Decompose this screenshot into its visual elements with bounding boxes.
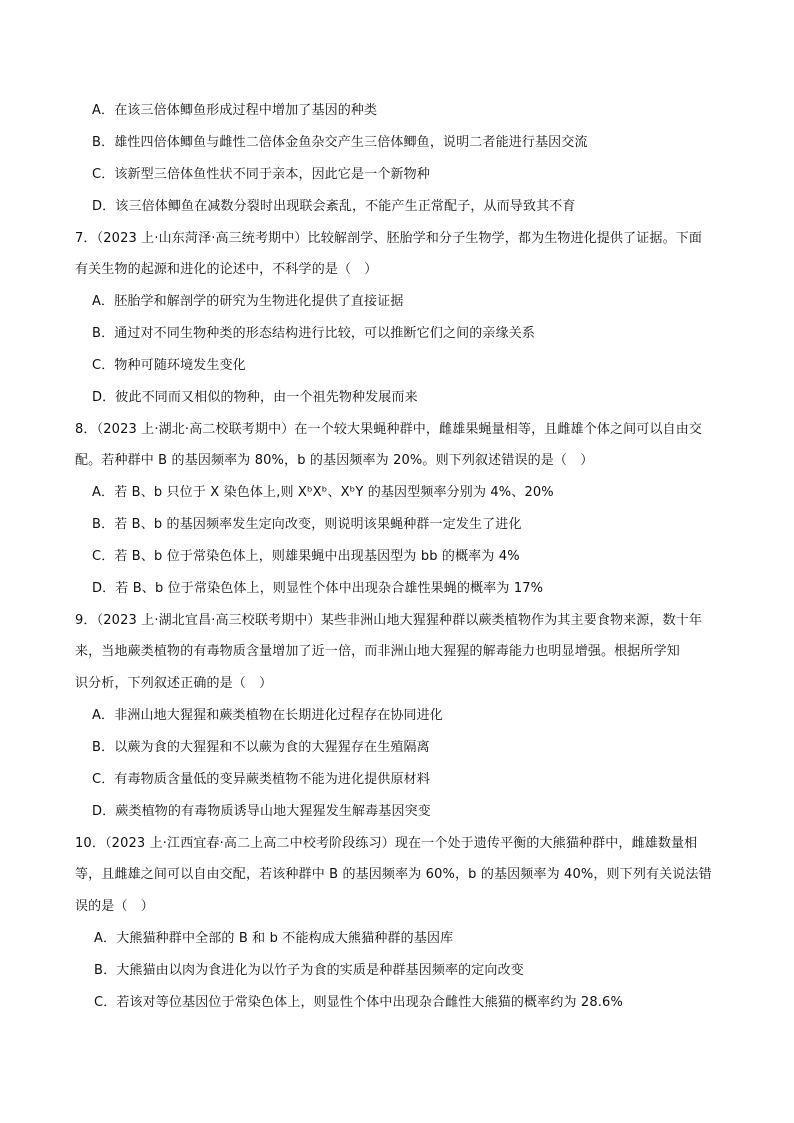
q6-option-b: B．雄性四倍体鲫鱼与雌性二倍体金鱼杂交产生三倍体鲫鱼，说明二者能进行基因交流 xyxy=(92,135,588,150)
q7-option-b: B．通过对不同生物种类的形态结构进行比较，可以推断它们之间的亲缘关系 xyxy=(92,326,536,341)
q8-stem-line-1: 8．（2023 上·湖北·高二校联考期中）在一个较大果蝇种群中，雌雄果蝇量相等，且雌雄个体之间可以自由交 xyxy=(75,422,703,437)
q9-stem-line-2: 来，当地蕨类植物的有毒物质含量增加了近一倍，而非洲山地大猩猩的解毒能力也明显增强。根据所学知 xyxy=(75,644,680,659)
q6-option-d: D．该三倍体鲫鱼在减数分裂时出现联会紊乱，不能产生正常配子，从而导致其不育 xyxy=(92,199,576,214)
q10-stem-line-2: 等，且雌雄之间可以自由交配，若该种群中 B 的基因频率为 60%，b 的基因频率为 40%，则下列有关说法错 xyxy=(75,867,712,882)
q9-stem-line-3: 识分析，下列叙述正确的是（ ） xyxy=(75,676,273,691)
q7-stem-line-1: 7．（2023 上·山东菏泽·高三统考期中）比较解剖学、胚胎学和分子生物学，都为生物进化提供了证据。下面 xyxy=(75,231,703,246)
q8-option-b: B．若 B、b 的基因频率发生定向改变，则说明该果蝇种群一定发生了进化 xyxy=(92,517,522,532)
q7-option-d: D．彼此不同而又相似的物种，由一个祖先物种发展而来 xyxy=(92,390,418,405)
q7-option-c: C．物种可随环境发生变化 xyxy=(92,358,246,373)
q9-option-b: B．以蕨为食的大猩猩和不以蕨为食的大猩猩存在生殖隔离 xyxy=(92,740,430,755)
q6-option-c: C．该新型三倍体鱼性状不同于亲本，因此它是一个新物种 xyxy=(92,167,430,182)
q6-option-a: A．在该三倍体鲫鱼形成过程中增加了基因的种类 xyxy=(92,103,378,118)
q8-option-a: A．若 B、b 只位于 X 染色体上,则 XᵇXᵇ、XᵇY 的基因型频率分别为 4%、20% xyxy=(92,485,554,500)
q10-option-c: C．若该对等位基因位于常染色体上，则显性个体中出现杂合雌性大熊猫的概率约为 28.6% xyxy=(94,995,623,1010)
q8-stem-line-2: 配。若种群中 B 的基因频率为 80%，b 的基因频率为 20%。则下列叙述错误的是（ ） xyxy=(75,453,594,468)
q9-stem-line-1: 9．（2023 上·湖北宜昌·高三校联考期中）某些非洲山地大猩猩种群以蕨类植物作为其主要食物来源，数十年 xyxy=(75,613,703,628)
q9-option-a: A．非洲山地大猩猩和蕨类植物在长期进化过程存在协同进化 xyxy=(92,708,443,723)
q9-option-d: D．蕨类植物的有毒物质诱导山地大猩猩发生解毒基因突变 xyxy=(92,804,431,819)
q8-option-d: D．若 B、b 位于常染色体上，则显性个体中出现杂合雄性果蝇的概率为 17% xyxy=(92,581,544,596)
q10-stem-line-1: 10．（2023 上·江西宜春·高二上高二中校考阶段练习）现在一个处于遗传平衡的大熊猫种群中，雌雄数量相 xyxy=(75,836,698,851)
q10-option-b: B．大熊猫由以肉为食进化为以竹子为食的实质是种群基因频率的定向改变 xyxy=(94,963,524,978)
q9-option-c: C．有毒物质含量低的变异蕨类植物不能为进化提供原材料 xyxy=(92,772,430,787)
q10-option-a: A．大熊猫种群中全部的 B 和 b 不能构成大熊猫种群的基因库 xyxy=(94,931,454,946)
q7-option-a: A．胚胎学和解剖学的研究为生物进化提供了直接证据 xyxy=(92,294,404,309)
q10-stem-line-3: 误的是（ ） xyxy=(75,899,154,914)
q7-stem-line-2: 有关生物的起源和进化的论述中，不科学的是（ ） xyxy=(75,262,378,277)
q8-option-c: C．若 B、b 位于常染色体上，则雄果蝇中出现基因型为 bb 的概率为 4% xyxy=(92,549,520,564)
